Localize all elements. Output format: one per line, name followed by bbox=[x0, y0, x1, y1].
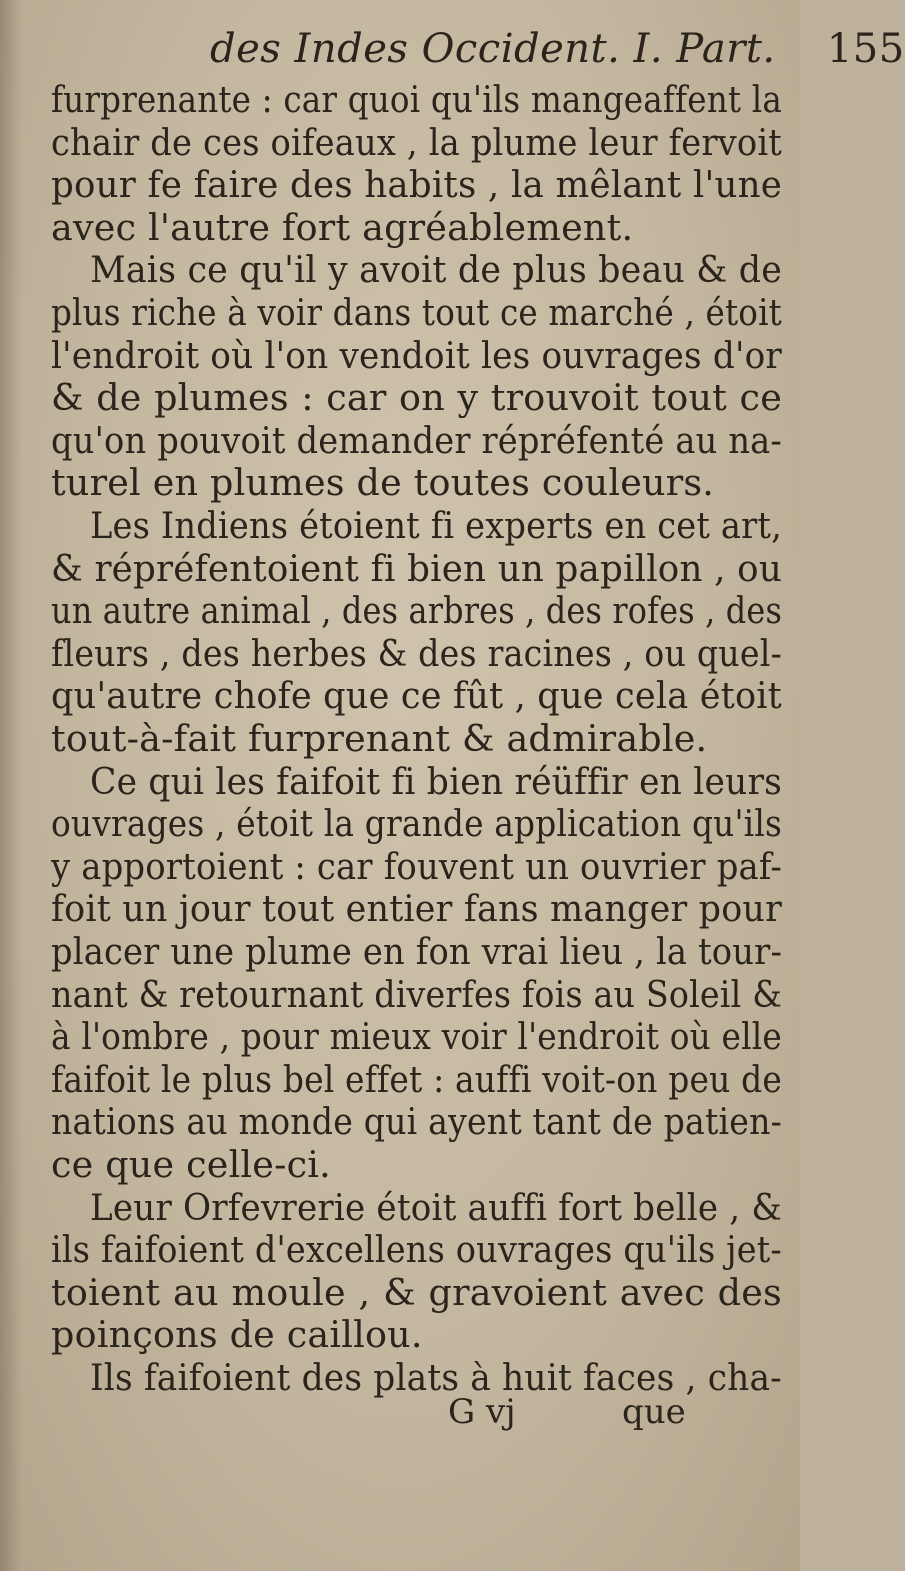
signature-mark: G vj bbox=[448, 1392, 516, 1432]
text-line: foit un jour tout entier fans manger pour bbox=[51, 887, 782, 931]
text-line: ouvrages , étoit la grande application qu'ils bbox=[51, 802, 783, 846]
running-title: des Indes Occident. I. Part. bbox=[210, 26, 776, 72]
text-line: ce que celle-ci. bbox=[51, 1143, 331, 1186]
text-line: chair de ces oifeaux , la plume leur fervoit bbox=[51, 120, 783, 164]
page-number: 155 bbox=[826, 26, 905, 72]
text-line: nant & retournant diverfes fois au Soleil & bbox=[51, 972, 783, 1016]
text-line: Les Indiens étoient fi experts en cet art, bbox=[90, 504, 782, 547]
text-line: turel en plumes de toutes couleurs. bbox=[51, 461, 715, 505]
text-line: ils faifoient d'excellens ouvrages qu'ils jet- bbox=[51, 1228, 782, 1272]
text-line: qu'autre chofe que ce fût , que cela étoit bbox=[51, 674, 782, 718]
text-line: poinçons de caillou. bbox=[51, 1313, 423, 1357]
running-header bbox=[210, 26, 905, 72]
text-line: qu'on pouvoit demander répréfenté au na- bbox=[51, 418, 783, 462]
text-line: toient au moule , & gravoient avec des bbox=[51, 1270, 782, 1314]
page-gutter-shadow bbox=[0, 0, 22, 1571]
text-line: Leur Orfevrerie étoit auffi fort belle , & bbox=[90, 1185, 782, 1229]
text-line: l'endroit où l'on vendoit les ouvrages d'or bbox=[51, 333, 783, 377]
text-line: placer une plume en fon vrai lieu , la tour- bbox=[51, 930, 783, 973]
text-line: plus riche à voir dans tout ce marché , étoit bbox=[51, 291, 782, 334]
text-line: faifoit le plus bel effet : auffi voit-on peu de bbox=[51, 1057, 783, 1101]
text-line: fleurs , des herbes & des racines , ou quel- bbox=[51, 631, 783, 675]
text-line: Mais ce qu'il y avoit de plus beau & de bbox=[90, 248, 783, 292]
text-line: & répréfentoient fi bien un papillon , ou bbox=[51, 546, 783, 590]
text-line: un autre animal , des arbres , des rofes , des bbox=[51, 589, 783, 633]
text-line: tout-à-fait furprenant & admirable. bbox=[51, 717, 708, 760]
text-line: y apportoient : car fouvent un ouvrier paf- bbox=[51, 844, 782, 888]
catchword: que bbox=[622, 1392, 686, 1432]
text-line: nations au monde qui ayent tant de patien- bbox=[51, 1100, 782, 1144]
text-line: à l'ombre , pour mieux voir l'endroit où elle bbox=[51, 1015, 783, 1059]
text-line: furprenante : car quoi qu'ils mangeaffent la bbox=[51, 78, 782, 121]
text-line: avec l'autre fort agréablement. bbox=[51, 205, 634, 249]
text-line: & de plumes : car on y trouvoit tout ce bbox=[51, 376, 783, 420]
text-line: Ils faifoient des plats à huit faces , cha- bbox=[90, 1356, 782, 1399]
text-line: Ce qui les faifoit fi bien réüffir en leurs bbox=[90, 759, 783, 803]
text-line: pour fe faire des habits , la mêlant l'une bbox=[51, 163, 782, 207]
